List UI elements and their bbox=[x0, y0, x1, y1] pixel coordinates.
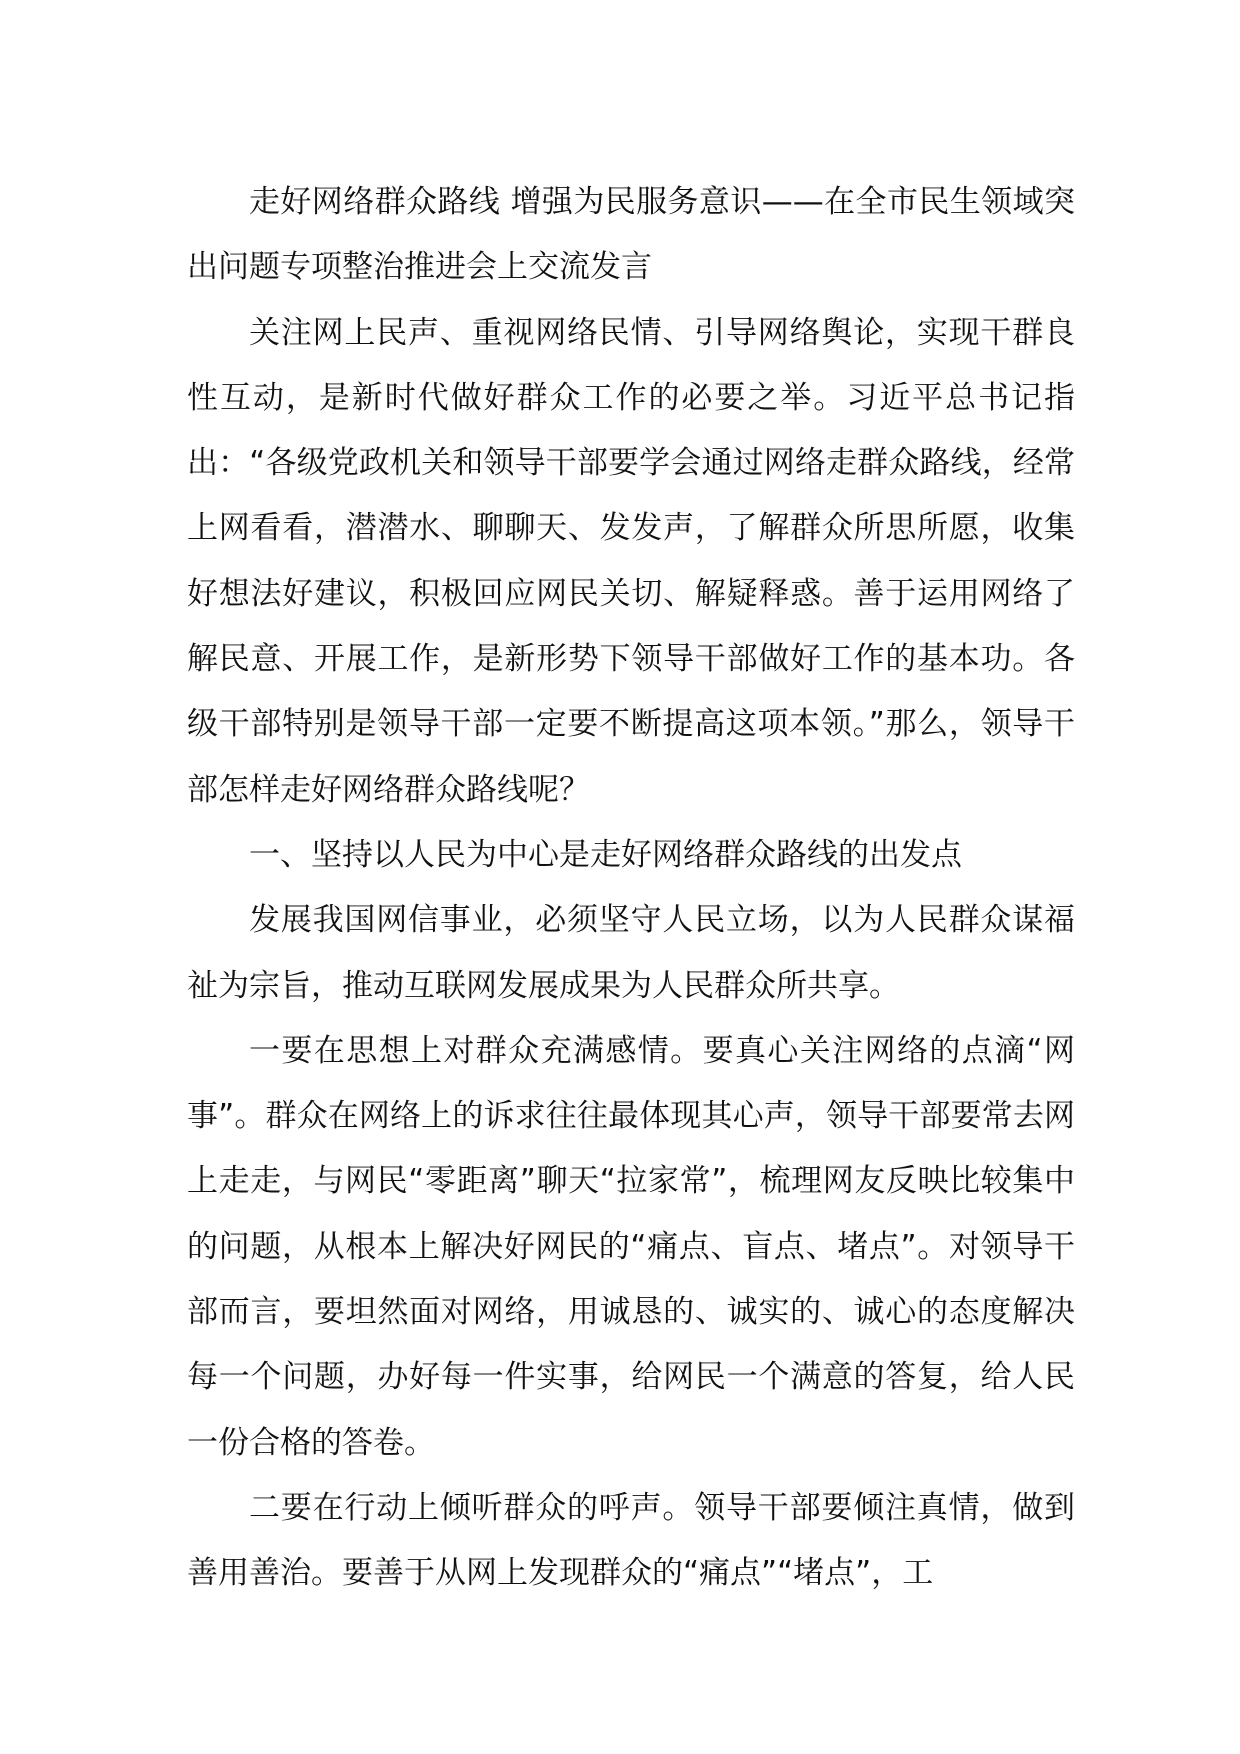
paragraph-point-2: 二要在行动上倾听群众的呼声。领导干部要倾注真情，做到善用善治。要善于从网上发现群众的“痛点”“堵点”，工 bbox=[187, 1489, 1075, 1592]
paragraph-intro: 关注网上民声、重视网络民情、引导网络舆论，实现干群良性互动，是新时代做好群众工作的必要之举。习近平总书记指出：“各级党政机关和领导干部要学会通过网络走群众路线，经常上网看看，潜潜水、聊聊天、发发声，了解群众所思所愿，收集好想法好建议，积极回应网民关切、解疑释惑。善于运用网络了解民意、开展工作，是新形势下领导干部做好工作的基本功。各级干部特别是领导干部一定要不断提高这项本领。”那么，领导干部怎样走好网络群众路线呢？ bbox=[187, 314, 1075, 808]
document-body bbox=[187, 170, 1075, 1607]
document-title: 走好网络群众路线 增强为民服务意识——在全市民生领域突出问题专项整治推进会上交流发言 bbox=[187, 184, 1075, 286]
paragraph-point-1: 一要在思想上对群众充满感情。要真心关注网络的点滴“网事”。群众在网络上的诉求往往最体现其心声，领导干部要常去网上走走，与网民“零距离”聊天“拉家常”，梳理网友反映比较集中的问题，从根本上解决好网民的“痛点、盲点、堵点”。对领导干部而言，要坦然面对网络，用诚恳的、诚实的、诚心的态度解决每一个问题，办好每一件实事，给网民一个满意的答复，给人民一份合格的答卷。 bbox=[187, 1032, 1075, 1461]
paragraph-section-1: 发展我国网信事业，必须坚守人民立场，以为人民群众谋福祉为宗旨，推动互联网发展成果为人民群众所共享。 bbox=[187, 902, 1075, 1004]
section-heading-1: 一、坚持以人民为中心是走好网络群众路线的出发点 bbox=[249, 836, 962, 873]
